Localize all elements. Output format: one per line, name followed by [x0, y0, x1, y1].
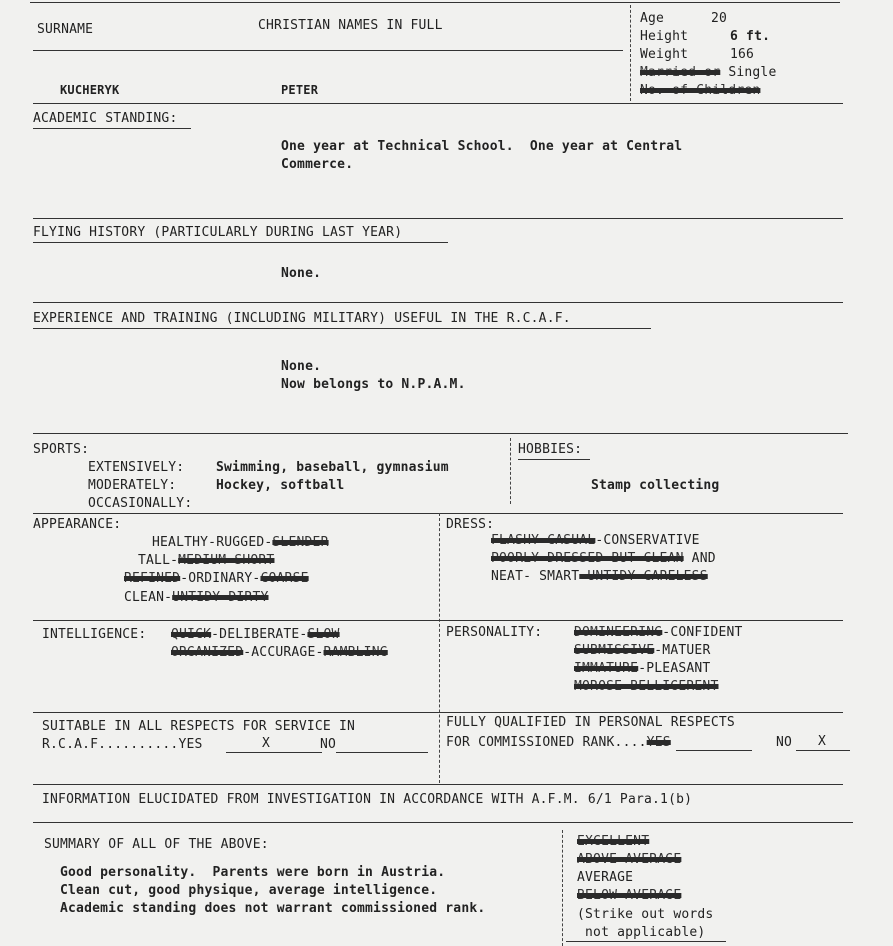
header-bottom-rule: [33, 103, 843, 104]
sports-bottom-rule: [33, 513, 843, 514]
christian-names-label: CHRISTIAN NAMES IN FULL: [258, 18, 443, 33]
sports-label: SPORTS:: [33, 442, 90, 457]
personality-row3-text: -PLEASANT: [638, 661, 711, 676]
experience-bottom-rule: [33, 433, 848, 434]
personality-row3-struck: IMMATURE: [574, 661, 639, 676]
surname-value: KUCHERYK: [60, 83, 120, 97]
appearance-row3-struck-a: REFINED: [124, 571, 181, 586]
appearance-row1-text: HEALTHY-RUGGED-: [152, 535, 273, 550]
dress-row2-text: AND: [683, 551, 716, 566]
dress-row3-text: NEAT- SMART: [491, 569, 580, 584]
married-value: Single: [728, 65, 777, 80]
rating-note-2: not applicable): [577, 925, 706, 940]
intelligence-row1-struck-a: QUICK: [171, 627, 212, 642]
top-rule: [30, 2, 840, 3]
intelligence-bottom-rule: [33, 712, 843, 713]
rating-below-struck: BELOW AVERAGE: [577, 888, 682, 903]
dress-row2-struck: POORLY DRESSED BUT CLEAN: [491, 551, 684, 566]
appearance-row4-text: CLEAN-: [124, 590, 173, 605]
qualified-yes-struck: YES: [646, 735, 671, 750]
sports-moderately-value: Hockey, softball: [216, 478, 345, 493]
suitable-no-line: [336, 752, 428, 753]
flying-bottom-rule: [33, 302, 843, 303]
summary-label: SUMMARY OF ALL OF THE ABOVE:: [44, 837, 269, 852]
appearance-row1-struck: SLENDER: [272, 535, 329, 550]
personality-label: PERSONALITY:: [446, 625, 543, 640]
suitable-line-2: R.C.A.F..........YES: [42, 737, 203, 752]
intelligence-label: INTELLIGENCE:: [42, 627, 147, 642]
summary-line-3: Academic standing does not warrant commissioned rank.: [60, 901, 486, 916]
age-label: Age: [640, 11, 665, 26]
appearance-bottom-rule: [33, 620, 843, 621]
appearance-row3-text: -ORDINARY-: [180, 571, 261, 586]
suitable-yes-mark: X: [262, 736, 270, 751]
center-divider: [439, 513, 440, 783]
qualified-line-1: FULLY QUALIFIED IN PERSONAL RESPECTS: [446, 715, 735, 730]
appearance-row2-text: TALL-: [138, 553, 179, 568]
children-label-struck: No. of Children: [640, 83, 761, 98]
flying-label: FLYING HISTORY (PARTICULARLY DURING LAST YEAR): [33, 225, 403, 240]
age-value: 20: [711, 11, 728, 26]
rating-note-1: (Strike out words: [577, 907, 714, 922]
experience-line-2: Now belongs to N.P.A.M.: [281, 377, 466, 392]
header-divider: [630, 5, 631, 101]
hobbies-value: Stamp collecting: [591, 478, 720, 493]
header-mid-rule: [33, 50, 623, 51]
intelligence-row2-struck-b: RAMBLING: [323, 645, 388, 660]
suitable-bottom-rule: [33, 784, 843, 785]
rating-average: AVERAGE: [577, 870, 634, 885]
dress-row3-struck: -UNTIDY-CARELESS: [579, 569, 708, 584]
dress-row1-struck: FLASHY-CASUAL: [491, 533, 596, 548]
height-value: 6 ft.: [730, 29, 771, 44]
experience-label: EXPERIENCE AND TRAINING (INCLUDING MILITARY) USEFUL IN THE R.C.A.F.: [33, 311, 571, 326]
academic-line-2: Commerce.: [281, 157, 354, 172]
dress-row1-text: -CONSERVATIVE: [595, 533, 700, 548]
surname-label: SURNAME: [37, 22, 94, 37]
sports-extensively-value: Swimming, baseball, gymnasium: [216, 460, 449, 475]
hobbies-underline: [518, 459, 590, 460]
sports-extensively-label: EXTENSIVELY:: [88, 460, 185, 475]
academic-bottom-rule: [33, 218, 843, 219]
hobbies-label: HOBBIES:: [518, 442, 583, 457]
rating-underline: [566, 941, 726, 942]
summary-divider: [562, 830, 563, 946]
qualified-no-mark: X: [818, 734, 826, 749]
personality-row2-struck: SUBMISSIVE: [574, 643, 655, 658]
appearance-row3-struck-b: COARSE: [260, 571, 309, 586]
information-bottom-rule: [33, 822, 853, 823]
summary-line-1: Good personality. Parents were born in Austria.: [60, 865, 446, 880]
appearance-row4-struck: UNTIDY-DIRTY: [172, 590, 269, 605]
suitable-no-label: NO: [320, 737, 337, 752]
married-label-struck: Married or: [640, 65, 721, 80]
qualified-no-line: [796, 750, 850, 751]
flying-underline: [33, 242, 448, 243]
weight-label: Weight: [640, 47, 689, 62]
academic-label: ACADEMIC STANDING:: [33, 111, 178, 126]
intelligence-row1-text: -DELIBERATE-: [211, 627, 308, 642]
appearance-row2-struck: MEDIUM-SHORT: [178, 553, 275, 568]
qualified-no-label: NO: [776, 735, 793, 750]
suitable-yes-line: [226, 752, 322, 753]
sports-occasionally-label: OCCASIONALLY:: [88, 496, 193, 511]
sports-hobbies-divider: [510, 438, 511, 504]
summary-line-2: Clean cut, good physique, average intelligence.: [60, 883, 438, 898]
sports-moderately-label: MODERATELY:: [88, 478, 177, 493]
personality-row1-struck: DOMINEERING: [574, 625, 663, 640]
personality-row4-struck: MOROSE-BELLIGERENT: [574, 679, 719, 694]
dress-label: DRESS:: [446, 517, 495, 532]
intelligence-row2-struck-a: ORGANIZED: [171, 645, 244, 660]
christian-value: PETER: [281, 83, 319, 97]
qualified-yes-line: [676, 750, 752, 751]
intelligence-row2-text: -ACCURAGE-: [243, 645, 324, 660]
personality-row2-text: -MATUER: [654, 643, 711, 658]
qualified-line-2: FOR COMMISSIONED RANK....: [446, 735, 647, 750]
suitable-line-1: SUITABLE IN ALL RESPECTS FOR SERVICE IN: [42, 719, 356, 734]
height-label: Height: [640, 29, 689, 44]
intelligence-row1-struck-b: SLOW: [307, 627, 340, 642]
appearance-label: APPEARANCE:: [33, 517, 122, 532]
experience-line-1: None.: [281, 359, 322, 374]
academic-underline: [33, 128, 191, 129]
rating-excellent-struck: EXCELLENT: [577, 834, 650, 849]
experience-underline: [33, 328, 651, 329]
flying-value: None.: [281, 266, 322, 281]
information-label: INFORMATION ELUCIDATED FROM INVESTIGATION IN ACCORDANCE WITH A.F.M. 6/1 Para.1(b): [42, 792, 693, 807]
academic-line-1: One year at Technical School. One year at Central: [281, 139, 683, 154]
weight-value: 166: [730, 47, 755, 62]
personality-row1-text: -CONFIDENT: [662, 625, 743, 640]
rating-above-struck: ABOVE AVERAGE: [577, 852, 682, 867]
